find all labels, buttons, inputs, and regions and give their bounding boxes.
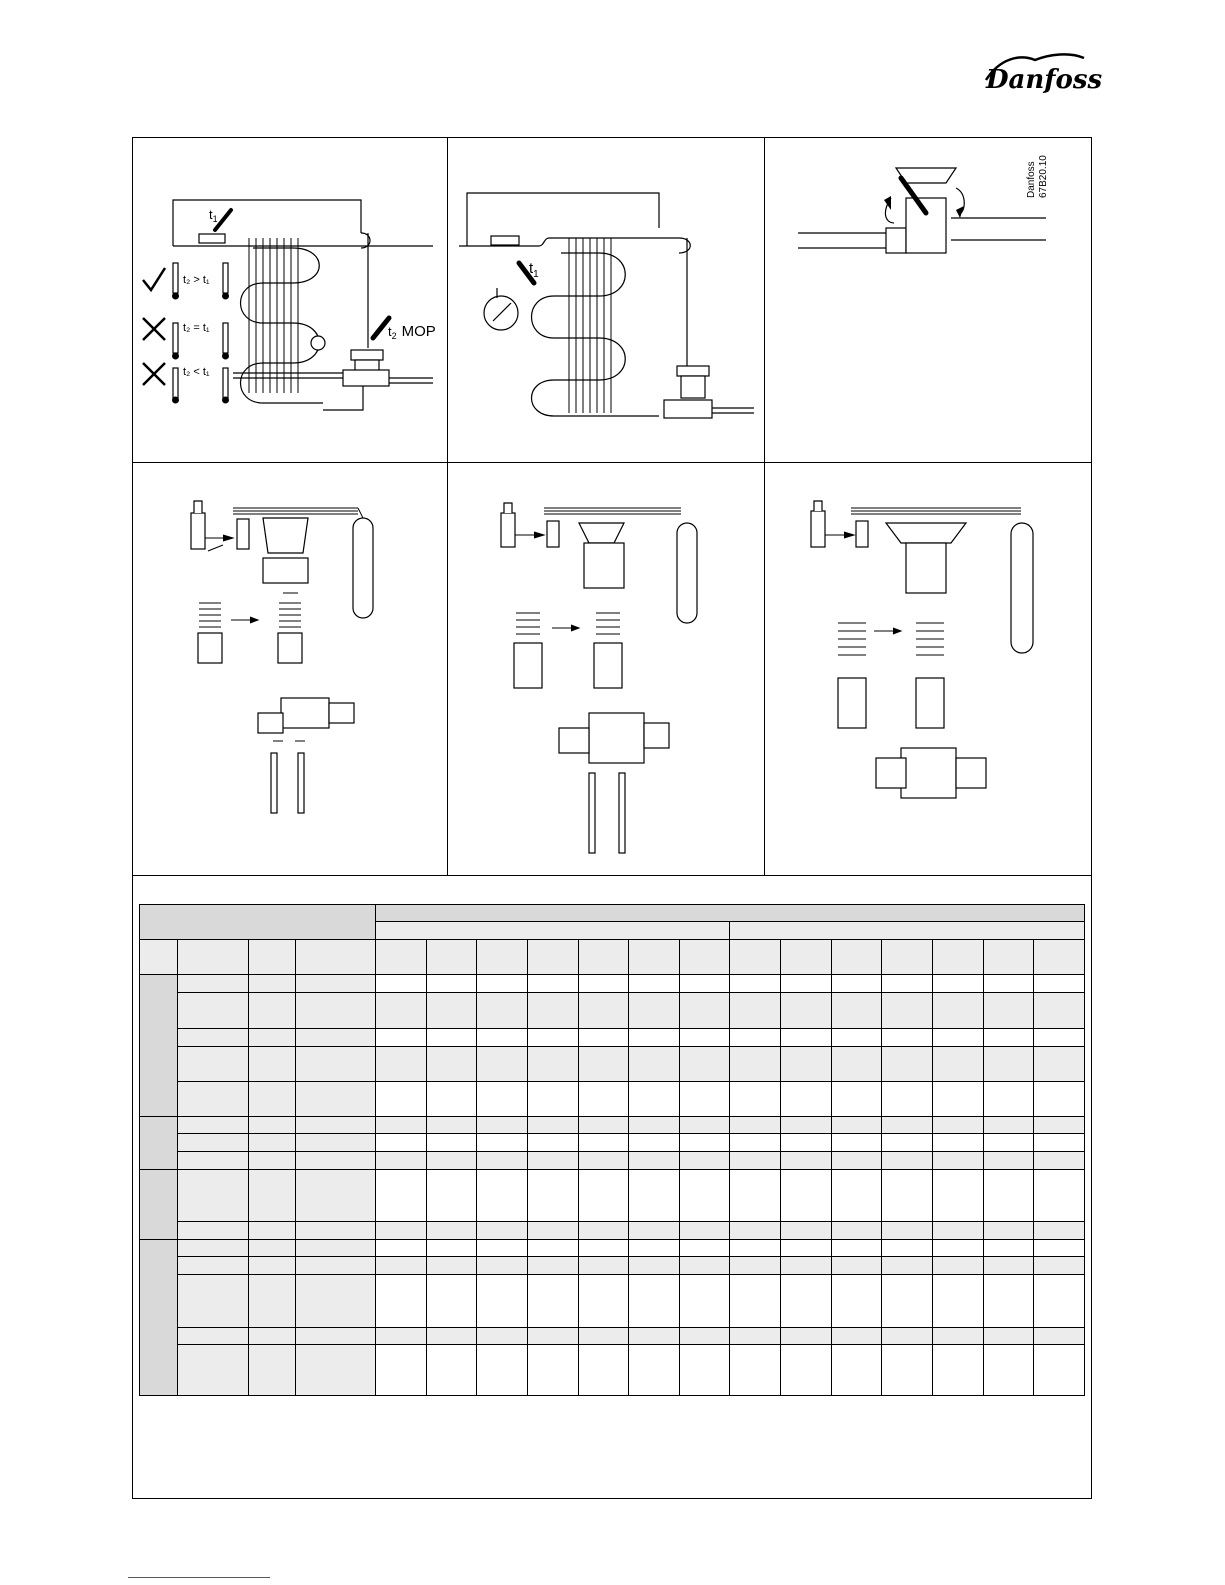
panel-divider bbox=[764, 137, 765, 875]
danfoss-logo-text: Danfoss bbox=[986, 65, 1103, 95]
svg-text:t₂ < t₁: t₂ < t₁ bbox=[183, 366, 210, 378]
panel-divider bbox=[132, 875, 1092, 876]
evaporator-gauge-diagram bbox=[449, 138, 763, 461]
cross-icon bbox=[143, 318, 165, 340]
cross-icon bbox=[143, 363, 165, 385]
adjustment-diagram bbox=[766, 138, 1090, 461]
svg-text:t1: $t_1$ bbox=[209, 207, 218, 224]
svg-text:Danfoss: Danfoss bbox=[1026, 161, 1037, 198]
valve-exploded-view-2 bbox=[449, 463, 763, 874]
svg-text:t1: $t_1$ bbox=[529, 260, 539, 280]
svg-text:t₂ = t₁: t₂ = t₁ bbox=[183, 322, 210, 334]
specification-table bbox=[139, 904, 1085, 1396]
svg-text:t₂ > t₁: t₂ > t₁ bbox=[183, 274, 210, 286]
danfoss-logo bbox=[980, 50, 1103, 96]
footer-link-underline[interactable] bbox=[128, 1577, 270, 1578]
svg-text:67B20.10: 67B20.10 bbox=[1038, 155, 1049, 198]
valve-exploded-view-3 bbox=[766, 463, 1090, 874]
valve-exploded-view-1 bbox=[133, 463, 446, 874]
mop-evaporator-diagram bbox=[133, 138, 446, 461]
svg-text:t2MOP: $t_2$ MOP bbox=[388, 323, 436, 341]
panel-divider bbox=[447, 137, 448, 875]
check-icon bbox=[143, 268, 165, 290]
